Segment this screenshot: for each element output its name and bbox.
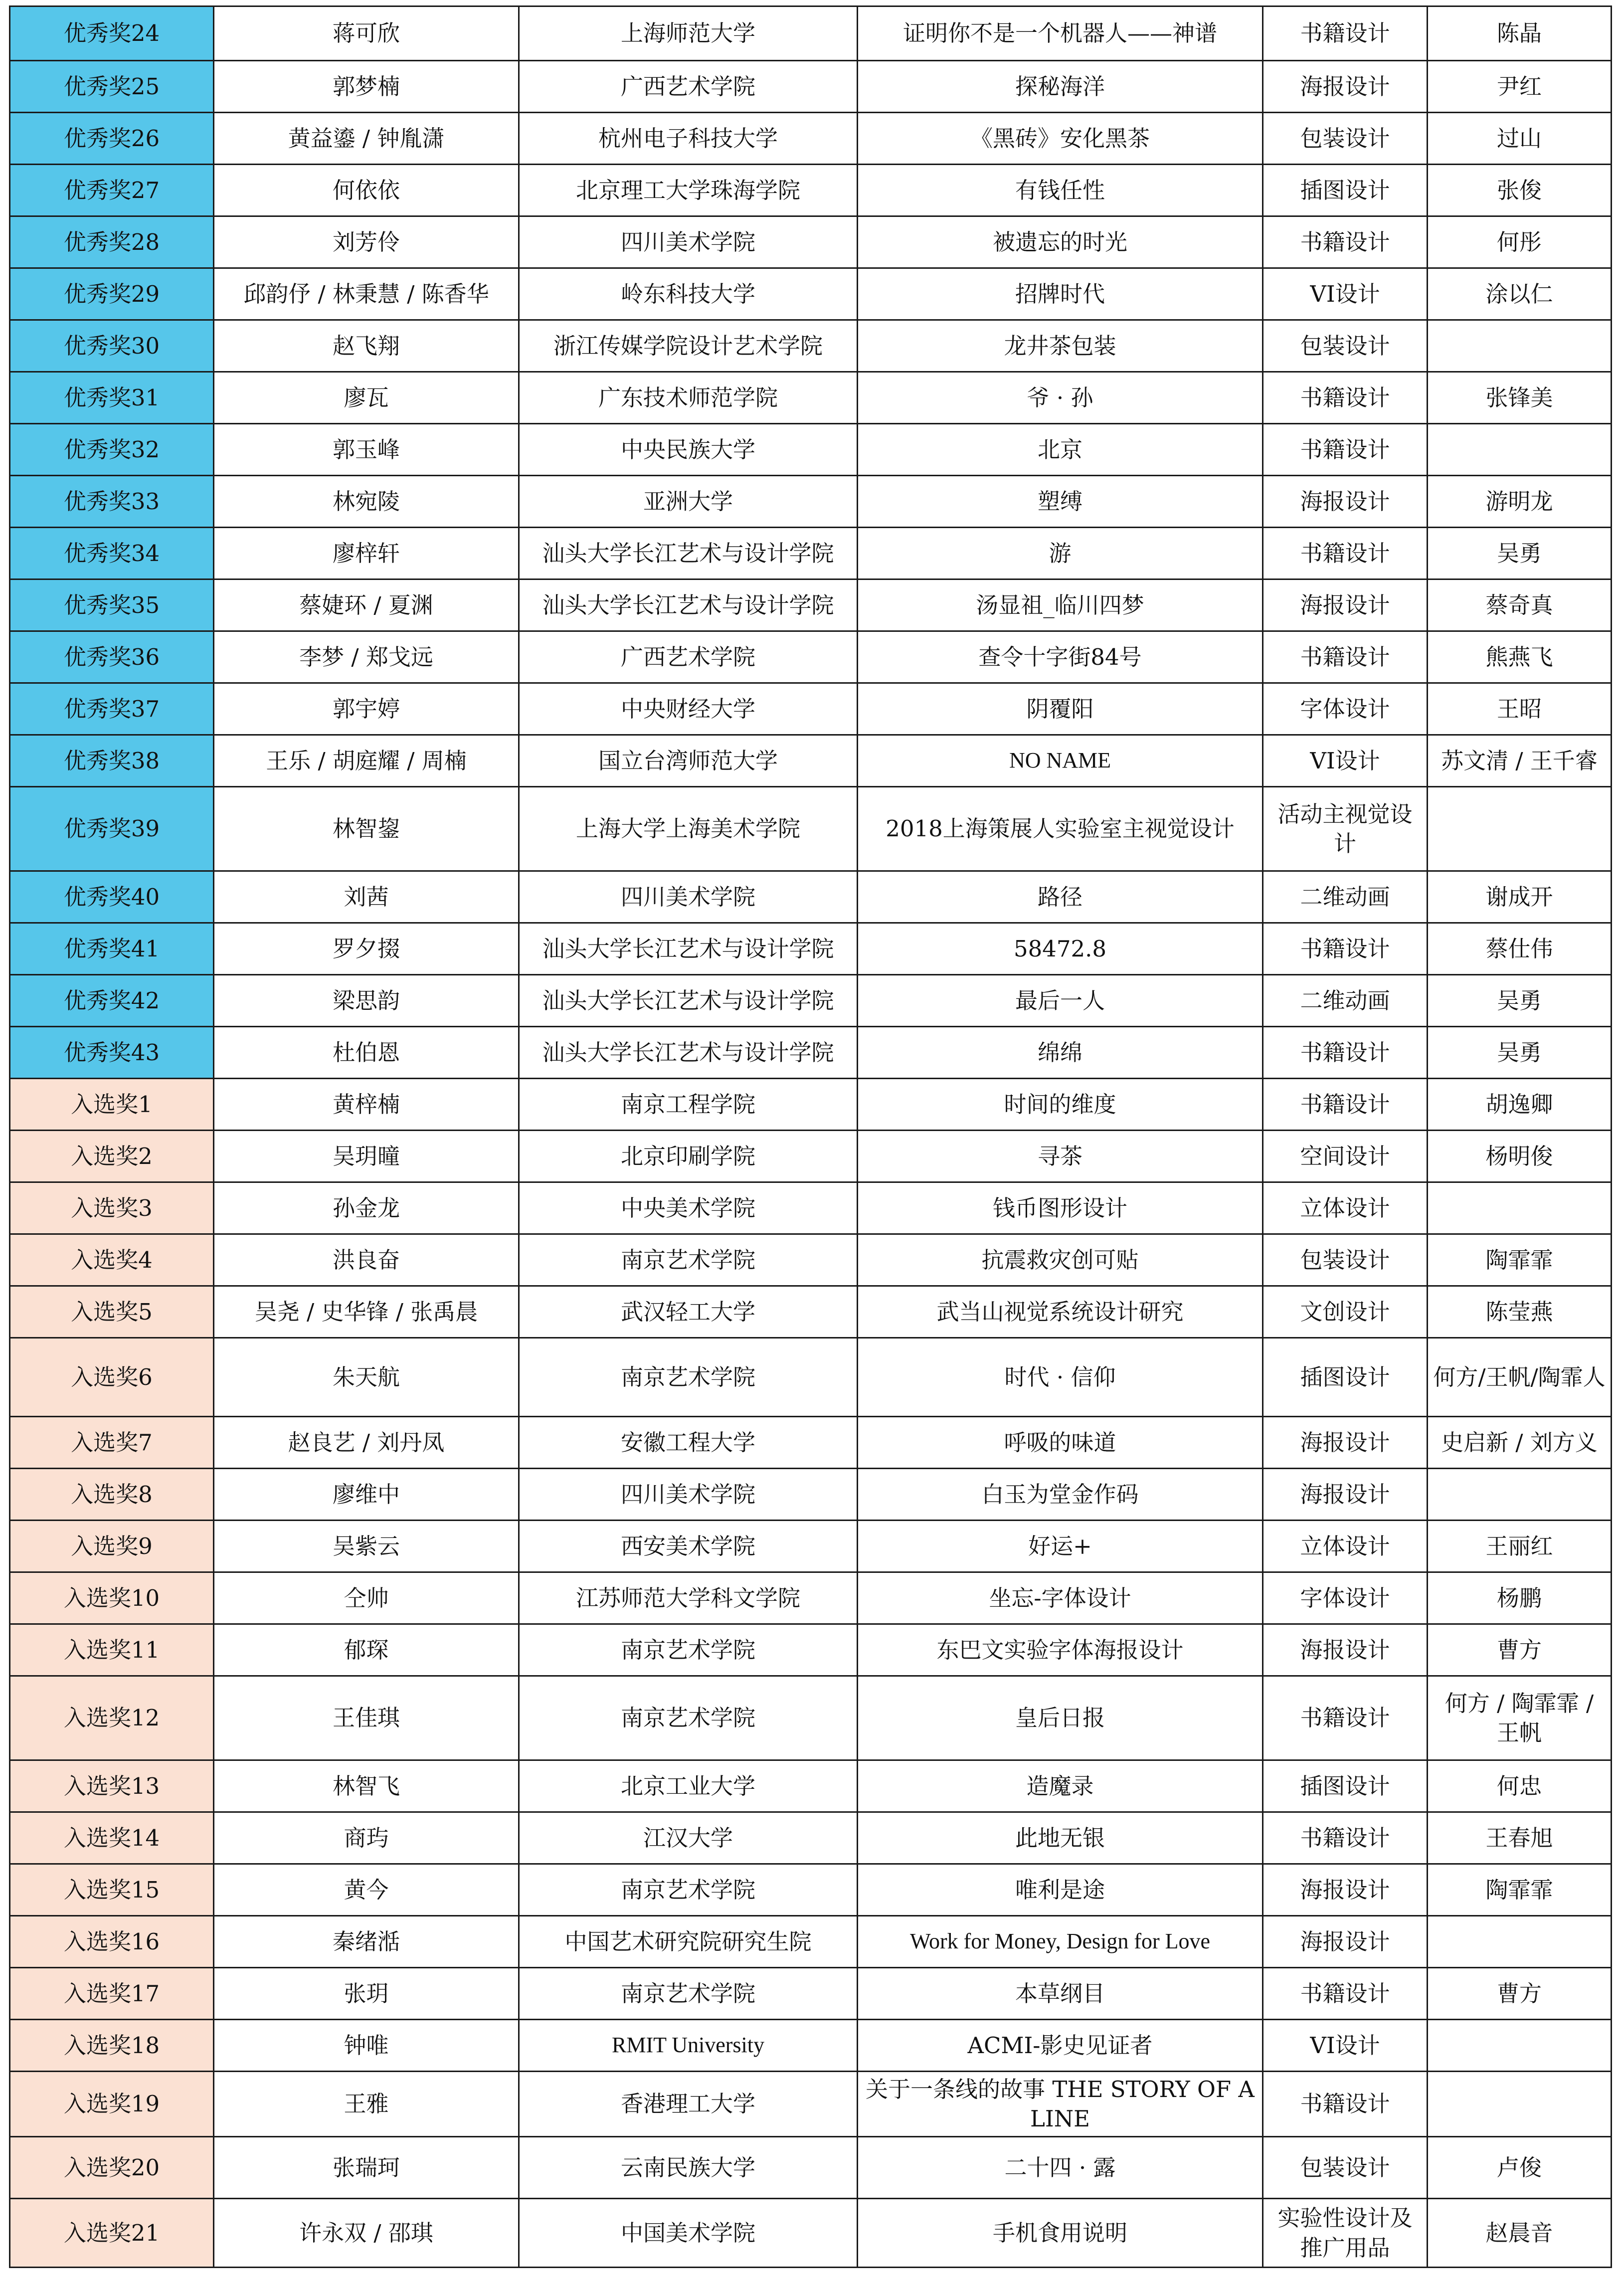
work-title-cell: 武当山视觉系统设计研究 bbox=[858, 1286, 1263, 1338]
author-cell: 郁琛 bbox=[214, 1624, 519, 1676]
author-cell: 郭宇婷 bbox=[214, 683, 519, 735]
table-row bbox=[10, 1027, 1612, 1079]
author-cell: 李梦 / 郑戈远 bbox=[214, 631, 519, 683]
author-cell: 秦绪湉 bbox=[214, 1916, 519, 1968]
work-title-cell: 最后一人 bbox=[858, 975, 1263, 1027]
category-cell: 二维动画 bbox=[1263, 871, 1428, 923]
school-cell: 杭州电子科技大学 bbox=[519, 113, 858, 165]
author-cell: 林智飞 bbox=[214, 1760, 519, 1812]
table-row bbox=[10, 1079, 1612, 1131]
award-cell: 优秀奖43 bbox=[10, 1027, 214, 1079]
author-cell: 王雅 bbox=[214, 2072, 519, 2137]
work-title-cell: 龙井茶包装 bbox=[858, 320, 1263, 372]
advisor-cell bbox=[1428, 2020, 1612, 2072]
school-cell: 江汉大学 bbox=[519, 1812, 858, 1864]
category-cell: 文创设计 bbox=[1263, 1286, 1428, 1338]
table-row bbox=[10, 2199, 1612, 2268]
work-title-cell: 白玉为堂金作码 bbox=[858, 1469, 1263, 1521]
table-row bbox=[10, 268, 1612, 320]
work-title-cell: 58472.8 bbox=[858, 923, 1263, 975]
advisor-cell: 陶霏霏 bbox=[1428, 1234, 1612, 1286]
category-cell: 书籍设计 bbox=[1263, 1079, 1428, 1131]
table-row bbox=[10, 216, 1612, 268]
school-cell: 上海大学上海美术学院 bbox=[519, 787, 858, 871]
award-cell: 入选奖17 bbox=[10, 1968, 214, 2020]
work-title-cell: 好运+ bbox=[858, 1521, 1263, 1572]
school-cell: 安徽工程大学 bbox=[519, 1417, 858, 1469]
award-cell: 优秀奖40 bbox=[10, 871, 214, 923]
author-cell: 黄益鎏 / 钟胤潇 bbox=[214, 113, 519, 165]
advisor-cell: 谢成开 bbox=[1428, 871, 1612, 923]
advisor-cell: 杨明俊 bbox=[1428, 1131, 1612, 1182]
work-title-cell: 唯利是途 bbox=[858, 1864, 1263, 1916]
work-title-cell: 查令十字街84号 bbox=[858, 631, 1263, 683]
category-cell: 书籍设计 bbox=[1263, 528, 1428, 579]
table-row bbox=[10, 61, 1612, 113]
school-cell: 中央民族大学 bbox=[519, 424, 858, 476]
work-title-cell: 路径 bbox=[858, 871, 1263, 923]
advisor-cell bbox=[1428, 320, 1612, 372]
school-cell: 中央美术学院 bbox=[519, 1182, 858, 1234]
award-cell: 优秀奖36 bbox=[10, 631, 214, 683]
school-cell: 南京艺术学院 bbox=[519, 1338, 858, 1417]
school-cell: 云南民族大学 bbox=[519, 2137, 858, 2199]
author-cell: 蔡婕环 / 夏渊 bbox=[214, 579, 519, 631]
advisor-cell: 杨鹏 bbox=[1428, 1572, 1612, 1624]
advisor-cell: 曹方 bbox=[1428, 1624, 1612, 1676]
table-row bbox=[10, 1968, 1612, 2020]
advisor-cell: 蔡仕伟 bbox=[1428, 923, 1612, 975]
school-cell: 广东技术师范学院 bbox=[519, 372, 858, 424]
work-title-cell: 《黑砖》安化黑茶 bbox=[858, 113, 1263, 165]
school-cell: 浙江传媒学院设计艺术学院 bbox=[519, 320, 858, 372]
table-row bbox=[10, 320, 1612, 372]
table-row bbox=[10, 476, 1612, 528]
advisor-cell: 吴勇 bbox=[1428, 528, 1612, 579]
award-cell: 入选奖12 bbox=[10, 1676, 214, 1760]
author-cell: 邱韵伃 / 林秉慧 / 陈香华 bbox=[214, 268, 519, 320]
category-cell: 书籍设计 bbox=[1263, 216, 1428, 268]
advisor-cell: 胡逸卿 bbox=[1428, 1079, 1612, 1131]
work-title-cell: 汤显祖_临川四梦 bbox=[858, 579, 1263, 631]
advisor-cell: 陶霏霏 bbox=[1428, 1864, 1612, 1916]
school-cell: 南京艺术学院 bbox=[519, 1864, 858, 1916]
category-cell: 插图设计 bbox=[1263, 165, 1428, 216]
award-cell: 入选奖9 bbox=[10, 1521, 214, 1572]
work-title-cell: 阴覆阳 bbox=[858, 683, 1263, 735]
category-cell: 书籍设计 bbox=[1263, 2072, 1428, 2137]
table-row bbox=[10, 1864, 1612, 1916]
advisor-cell: 吴勇 bbox=[1428, 975, 1612, 1027]
table-row bbox=[10, 1182, 1612, 1234]
school-cell: RMIT University bbox=[519, 2020, 858, 2072]
award-cell: 优秀奖29 bbox=[10, 268, 214, 320]
school-cell: 上海师范大学 bbox=[519, 6, 858, 61]
table-row bbox=[10, 2072, 1612, 2137]
table-row bbox=[10, 2020, 1612, 2072]
advisor-cell bbox=[1428, 1182, 1612, 1234]
school-cell: 南京艺术学院 bbox=[519, 1624, 858, 1676]
advisor-cell bbox=[1428, 787, 1612, 871]
work-title-cell: 呼吸的味道 bbox=[858, 1417, 1263, 1469]
award-cell: 优秀奖35 bbox=[10, 579, 214, 631]
table-row bbox=[10, 975, 1612, 1027]
author-cell: 仝帅 bbox=[214, 1572, 519, 1624]
award-cell: 入选奖3 bbox=[10, 1182, 214, 1234]
author-cell: 商玙 bbox=[214, 1812, 519, 1864]
author-cell: 王乐 / 胡庭耀 / 周楠 bbox=[214, 735, 519, 787]
advisor-cell: 史启新 / 刘方义 bbox=[1428, 1417, 1612, 1469]
author-cell: 洪良奋 bbox=[214, 1234, 519, 1286]
work-title-cell: ACMI-影史见证者 bbox=[858, 2020, 1263, 2072]
school-cell: 北京理工大学珠海学院 bbox=[519, 165, 858, 216]
table-row bbox=[10, 6, 1612, 61]
school-cell: 广西艺术学院 bbox=[519, 631, 858, 683]
advisor-cell bbox=[1428, 2072, 1612, 2137]
category-cell: 插图设计 bbox=[1263, 1338, 1428, 1417]
award-cell: 入选奖11 bbox=[10, 1624, 214, 1676]
award-cell: 入选奖18 bbox=[10, 2020, 214, 2072]
work-title-cell: 北京 bbox=[858, 424, 1263, 476]
award-cell: 优秀奖31 bbox=[10, 372, 214, 424]
table-row bbox=[10, 871, 1612, 923]
advisor-cell: 陈晶 bbox=[1428, 6, 1612, 61]
table-row bbox=[10, 923, 1612, 975]
table-row bbox=[10, 631, 1612, 683]
work-title-cell: 皇后日报 bbox=[858, 1676, 1263, 1760]
award-cell: 入选奖20 bbox=[10, 2137, 214, 2199]
category-cell: 书籍设计 bbox=[1263, 1676, 1428, 1760]
category-cell: 包装设计 bbox=[1263, 113, 1428, 165]
category-cell: 海报设计 bbox=[1263, 579, 1428, 631]
table-row bbox=[10, 528, 1612, 579]
work-title-cell: NO NAME bbox=[858, 735, 1263, 787]
author-cell: 吴紫云 bbox=[214, 1521, 519, 1572]
table-row bbox=[10, 1338, 1612, 1417]
author-cell: 林智鋆 bbox=[214, 787, 519, 871]
category-cell: 插图设计 bbox=[1263, 1760, 1428, 1812]
advisor-cell bbox=[1428, 424, 1612, 476]
category-cell: 包装设计 bbox=[1263, 2137, 1428, 2199]
work-title-cell: 探秘海洋 bbox=[858, 61, 1263, 113]
work-title-cell: 钱币图形设计 bbox=[858, 1182, 1263, 1234]
school-cell: 南京艺术学院 bbox=[519, 1234, 858, 1286]
advisor-cell bbox=[1428, 1916, 1612, 1968]
category-cell: 二维动画 bbox=[1263, 975, 1428, 1027]
author-cell: 吴玥曈 bbox=[214, 1131, 519, 1182]
author-cell: 廖维中 bbox=[214, 1469, 519, 1521]
school-cell: 广西艺术学院 bbox=[519, 61, 858, 113]
table-row bbox=[10, 2137, 1612, 2199]
work-title-cell: 有钱任性 bbox=[858, 165, 1263, 216]
work-title-cell: 手机食用说明 bbox=[858, 2199, 1263, 2268]
table-row bbox=[10, 1131, 1612, 1182]
work-title-cell: 塑缚 bbox=[858, 476, 1263, 528]
school-cell: 武汉轻工大学 bbox=[519, 1286, 858, 1338]
table-row bbox=[10, 579, 1612, 631]
author-cell: 梁思韵 bbox=[214, 975, 519, 1027]
work-title-cell: 时代 · 信仰 bbox=[858, 1338, 1263, 1417]
author-cell: 钟唯 bbox=[214, 2020, 519, 2072]
table-row bbox=[10, 1469, 1612, 1521]
school-cell: 亚洲大学 bbox=[519, 476, 858, 528]
category-cell: 书籍设计 bbox=[1263, 1027, 1428, 1079]
school-cell: 汕头大学长江艺术与设计学院 bbox=[519, 975, 858, 1027]
table-row bbox=[10, 787, 1612, 871]
table-row bbox=[10, 735, 1612, 787]
awards-table bbox=[9, 5, 1612, 2268]
award-cell: 入选奖1 bbox=[10, 1079, 214, 1131]
advisor-cell: 苏文清 / 王千睿 bbox=[1428, 735, 1612, 787]
advisor-cell: 赵晨音 bbox=[1428, 2199, 1612, 2268]
school-cell: 中国美术学院 bbox=[519, 2199, 858, 2268]
category-cell: VI设计 bbox=[1263, 2020, 1428, 2072]
school-cell: 北京印刷学院 bbox=[519, 1131, 858, 1182]
category-cell: 书籍设计 bbox=[1263, 1812, 1428, 1864]
award-cell: 优秀奖41 bbox=[10, 923, 214, 975]
work-title-cell: 本草纲目 bbox=[858, 1968, 1263, 2020]
work-title-cell: 关于一条线的故事 THE STORY OF A LINE bbox=[858, 2072, 1263, 2137]
award-cell: 入选奖15 bbox=[10, 1864, 214, 1916]
award-cell: 优秀奖32 bbox=[10, 424, 214, 476]
work-title-cell: 游 bbox=[858, 528, 1263, 579]
author-cell: 何依依 bbox=[214, 165, 519, 216]
category-cell: 书籍设计 bbox=[1263, 1968, 1428, 2020]
award-cell: 入选奖6 bbox=[10, 1338, 214, 1417]
advisor-cell: 张俊 bbox=[1428, 165, 1612, 216]
table-row bbox=[10, 1417, 1612, 1469]
award-cell: 优秀奖38 bbox=[10, 735, 214, 787]
work-title-cell: 招牌时代 bbox=[858, 268, 1263, 320]
work-title-cell: Work for Money, Design for Love bbox=[858, 1916, 1263, 1968]
author-cell: 郭玉峰 bbox=[214, 424, 519, 476]
award-cell: 入选奖10 bbox=[10, 1572, 214, 1624]
award-cell: 入选奖19 bbox=[10, 2072, 214, 2137]
category-cell: 立体设计 bbox=[1263, 1521, 1428, 1572]
school-cell: 国立台湾师范大学 bbox=[519, 735, 858, 787]
school-cell: 中国艺术研究院研究生院 bbox=[519, 1916, 858, 1968]
work-title-cell: 2018上海策展人实验室主视觉设计 bbox=[858, 787, 1263, 871]
author-cell: 罗夕掇 bbox=[214, 923, 519, 975]
awards-table-body bbox=[10, 6, 1612, 2268]
work-title-cell: 爷 · 孙 bbox=[858, 372, 1263, 424]
category-cell: 海报设计 bbox=[1263, 1624, 1428, 1676]
advisor-cell: 陈莹燕 bbox=[1428, 1286, 1612, 1338]
advisor-cell: 蔡奇真 bbox=[1428, 579, 1612, 631]
award-cell: 入选奖5 bbox=[10, 1286, 214, 1338]
table-row bbox=[10, 113, 1612, 165]
school-cell: 汕头大学长江艺术与设计学院 bbox=[519, 528, 858, 579]
advisor-cell: 尹红 bbox=[1428, 61, 1612, 113]
author-cell: 吴尧 / 史华锋 / 张禹晨 bbox=[214, 1286, 519, 1338]
table-row bbox=[10, 1916, 1612, 1968]
award-cell: 优秀奖30 bbox=[10, 320, 214, 372]
table-row bbox=[10, 372, 1612, 424]
school-cell: 北京工业大学 bbox=[519, 1760, 858, 1812]
category-cell: 实验性设计及推广用品 bbox=[1263, 2199, 1428, 2268]
author-cell: 林宛陵 bbox=[214, 476, 519, 528]
award-cell: 优秀奖37 bbox=[10, 683, 214, 735]
award-cell: 优秀奖34 bbox=[10, 528, 214, 579]
advisor-cell: 何方/王帆/陶霏人 bbox=[1428, 1338, 1612, 1417]
category-cell: VI设计 bbox=[1263, 268, 1428, 320]
table-row bbox=[10, 1676, 1612, 1760]
award-cell: 入选奖4 bbox=[10, 1234, 214, 1286]
author-cell: 张瑞珂 bbox=[214, 2137, 519, 2199]
school-cell: 南京工程学院 bbox=[519, 1079, 858, 1131]
category-cell: 书籍设计 bbox=[1263, 6, 1428, 61]
school-cell: 汕头大学长江艺术与设计学院 bbox=[519, 579, 858, 631]
category-cell: 书籍设计 bbox=[1263, 923, 1428, 975]
award-cell: 入选奖14 bbox=[10, 1812, 214, 1864]
author-cell: 赵良艺 / 刘丹凤 bbox=[214, 1417, 519, 1469]
author-cell: 廖瓦 bbox=[214, 372, 519, 424]
author-cell: 刘芳伶 bbox=[214, 216, 519, 268]
category-cell: 海报设计 bbox=[1263, 1916, 1428, 1968]
table-row bbox=[10, 1812, 1612, 1864]
category-cell: 空间设计 bbox=[1263, 1131, 1428, 1182]
school-cell: 香港理工大学 bbox=[519, 2072, 858, 2137]
table-row bbox=[10, 1521, 1612, 1572]
advisor-cell: 王丽红 bbox=[1428, 1521, 1612, 1572]
work-title-cell: 坐忘-字体设计 bbox=[858, 1572, 1263, 1624]
author-cell: 许永双 / 邵琪 bbox=[214, 2199, 519, 2268]
work-title-cell: 被遗忘的时光 bbox=[858, 216, 1263, 268]
award-cell: 优秀奖33 bbox=[10, 476, 214, 528]
school-cell: 四川美术学院 bbox=[519, 1469, 858, 1521]
category-cell: 书籍设计 bbox=[1263, 631, 1428, 683]
table-row bbox=[10, 1760, 1612, 1812]
work-title-cell: 寻茶 bbox=[858, 1131, 1263, 1182]
category-cell: VI设计 bbox=[1263, 735, 1428, 787]
work-title-cell: 时间的维度 bbox=[858, 1079, 1263, 1131]
work-title-cell: 证明你不是一个机器人——神谱 bbox=[858, 6, 1263, 61]
advisor-cell: 游明龙 bbox=[1428, 476, 1612, 528]
advisor-cell: 王春旭 bbox=[1428, 1812, 1612, 1864]
category-cell: 包装设计 bbox=[1263, 320, 1428, 372]
author-cell: 王佳琪 bbox=[214, 1676, 519, 1760]
author-cell: 朱天航 bbox=[214, 1338, 519, 1417]
author-cell: 蒋可欣 bbox=[214, 6, 519, 61]
school-cell: 中央财经大学 bbox=[519, 683, 858, 735]
category-cell: 包装设计 bbox=[1263, 1234, 1428, 1286]
work-title-cell: 东巴文实验字体海报设计 bbox=[858, 1624, 1263, 1676]
award-cell: 优秀奖39 bbox=[10, 787, 214, 871]
award-cell: 优秀奖25 bbox=[10, 61, 214, 113]
category-cell: 海报设计 bbox=[1263, 1417, 1428, 1469]
school-cell: 汕头大学长江艺术与设计学院 bbox=[519, 923, 858, 975]
author-cell: 郭梦楠 bbox=[214, 61, 519, 113]
advisor-cell: 何方 / 陶霏霏 / 王帆 bbox=[1428, 1676, 1612, 1760]
advisor-cell: 过山 bbox=[1428, 113, 1612, 165]
table-row bbox=[10, 165, 1612, 216]
award-cell: 入选奖7 bbox=[10, 1417, 214, 1469]
school-cell: 南京艺术学院 bbox=[519, 1968, 858, 2020]
award-cell: 入选奖13 bbox=[10, 1760, 214, 1812]
award-cell: 入选奖8 bbox=[10, 1469, 214, 1521]
category-cell: 立体设计 bbox=[1263, 1182, 1428, 1234]
author-cell: 张玥 bbox=[214, 1968, 519, 2020]
author-cell: 廖梓轩 bbox=[214, 528, 519, 579]
table-row bbox=[10, 683, 1612, 735]
advisor-cell: 张锋美 bbox=[1428, 372, 1612, 424]
table-row bbox=[10, 424, 1612, 476]
work-title-cell: 二十四 · 露 bbox=[858, 2137, 1263, 2199]
advisor-cell: 熊燕飞 bbox=[1428, 631, 1612, 683]
author-cell: 黄今 bbox=[214, 1864, 519, 1916]
advisor-cell: 何彤 bbox=[1428, 216, 1612, 268]
table-row bbox=[10, 1572, 1612, 1624]
advisor-cell bbox=[1428, 1469, 1612, 1521]
advisor-cell: 王昭 bbox=[1428, 683, 1612, 735]
award-cell: 优秀奖42 bbox=[10, 975, 214, 1027]
award-cell: 优秀奖26 bbox=[10, 113, 214, 165]
category-cell: 书籍设计 bbox=[1263, 424, 1428, 476]
school-cell: 汕头大学长江艺术与设计学院 bbox=[519, 1027, 858, 1079]
category-cell: 海报设计 bbox=[1263, 1864, 1428, 1916]
category-cell: 书籍设计 bbox=[1263, 372, 1428, 424]
advisor-cell: 卢俊 bbox=[1428, 2137, 1612, 2199]
award-cell: 优秀奖28 bbox=[10, 216, 214, 268]
category-cell: 字体设计 bbox=[1263, 1572, 1428, 1624]
advisor-cell: 何忠 bbox=[1428, 1760, 1612, 1812]
table-row bbox=[10, 1624, 1612, 1676]
work-title-cell: 造魔录 bbox=[858, 1760, 1263, 1812]
award-cell: 入选奖16 bbox=[10, 1916, 214, 1968]
author-cell: 黄梓楠 bbox=[214, 1079, 519, 1131]
school-cell: 岭东科技大学 bbox=[519, 268, 858, 320]
author-cell: 刘茜 bbox=[214, 871, 519, 923]
table-row bbox=[10, 1286, 1612, 1338]
work-title-cell: 绵绵 bbox=[858, 1027, 1263, 1079]
award-cell: 入选奖2 bbox=[10, 1131, 214, 1182]
advisor-cell: 涂以仁 bbox=[1428, 268, 1612, 320]
school-cell: 西安美术学院 bbox=[519, 1521, 858, 1572]
school-cell: 四川美术学院 bbox=[519, 871, 858, 923]
school-cell: 四川美术学院 bbox=[519, 216, 858, 268]
award-cell: 优秀奖27 bbox=[10, 165, 214, 216]
work-title-cell: 此地无银 bbox=[858, 1812, 1263, 1864]
advisor-cell: 曹方 bbox=[1428, 1968, 1612, 2020]
category-cell: 活动主视觉设计 bbox=[1263, 787, 1428, 871]
school-cell: 江苏师范大学科文学院 bbox=[519, 1572, 858, 1624]
category-cell: 字体设计 bbox=[1263, 683, 1428, 735]
table-row bbox=[10, 1234, 1612, 1286]
category-cell: 海报设计 bbox=[1263, 1469, 1428, 1521]
author-cell: 赵飞翔 bbox=[214, 320, 519, 372]
work-title-cell: 抗震救灾创可贴 bbox=[858, 1234, 1263, 1286]
school-cell: 南京艺术学院 bbox=[519, 1676, 858, 1760]
advisor-cell: 吴勇 bbox=[1428, 1027, 1612, 1079]
award-cell: 优秀奖24 bbox=[10, 6, 214, 61]
award-cell: 入选奖21 bbox=[10, 2199, 214, 2268]
category-cell: 海报设计 bbox=[1263, 61, 1428, 113]
author-cell: 杜伯恩 bbox=[214, 1027, 519, 1079]
author-cell: 孙金龙 bbox=[214, 1182, 519, 1234]
category-cell: 海报设计 bbox=[1263, 476, 1428, 528]
